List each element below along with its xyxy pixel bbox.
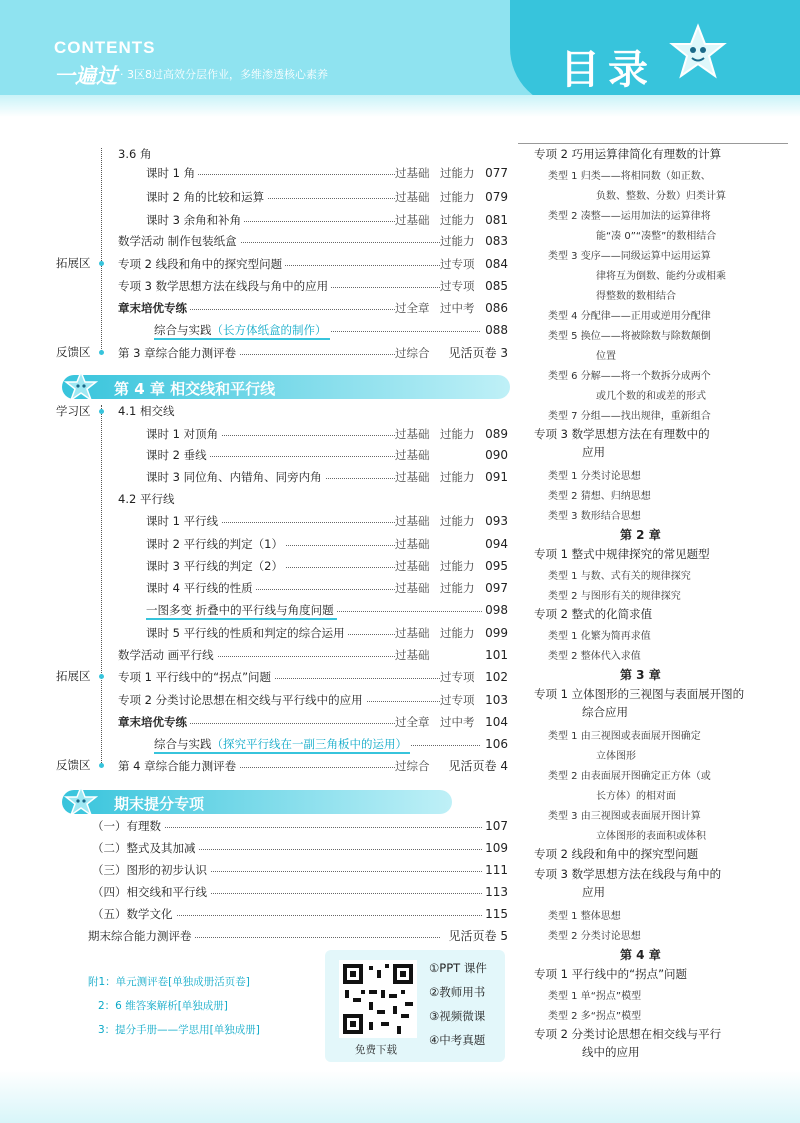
entry-title: 专项 2 分类讨论思想在相交线与平行线中的应用 [118, 692, 366, 708]
qr-item: ③视频微课 [429, 1009, 486, 1023]
entry-tag: 过基础 [395, 537, 430, 551]
zone-dot [99, 350, 104, 355]
page-number: 091 [485, 470, 508, 484]
toc-entry[interactable] [118, 278, 508, 294]
toc-entry[interactable] [92, 884, 508, 900]
appendix-item: 2：6 维答案解析[单独成册] [98, 1000, 228, 1012]
right-entry[interactable]: 专项 3 数学思想方法在线段与角中的 [534, 867, 722, 881]
brand-slogan: · 3区8过高效分层作业，多维渗透核心素养 [120, 68, 328, 81]
right-subentry[interactable]: 类型 2 多“拐点”模型 [548, 1011, 642, 1022]
entry-tag: 过综合 [395, 759, 430, 773]
zone-dot [99, 261, 104, 266]
page-number: 095 [485, 559, 508, 573]
right-subentry-cont: 律将互为倒数、能约分或相乘 [596, 271, 726, 282]
entry-title: 课时 1 平行线 [146, 513, 221, 529]
entry-tag: 过基础 [395, 648, 430, 662]
entry-title: 课时 2 角的比较和运算 [146, 189, 267, 205]
qr-caption: 免费下载 [355, 1044, 397, 1056]
zone-label: 拓展区 [56, 256, 91, 270]
toc-entry[interactable] [92, 818, 508, 834]
page-number: 106 [485, 737, 508, 751]
section-title: 4.2 平行线 [118, 492, 175, 506]
entry-title: 课时 3 余角和补角 [146, 212, 244, 228]
entry-title: 一图多变 折叠中的平行线与角度问题 [146, 602, 337, 620]
entry-tag: 过能力 [440, 559, 475, 573]
right-entry[interactable]: 专项 1 立体图形的三视图与表面展开图的 [534, 687, 745, 701]
right-subentry[interactable]: 类型 1 分类讨论思想 [548, 471, 641, 482]
toc-entry[interactable] [146, 165, 508, 181]
page-number: 103 [485, 693, 508, 707]
entry-title: 第 4 章综合能力测评卷 [118, 758, 239, 774]
page-number: 101 [485, 648, 508, 662]
entry-title: 课时 3 平行线的判定（2） [146, 558, 286, 574]
right-subentry-cont: 能“凑 0”“凑整”的数相结合 [596, 231, 717, 242]
section-title: 4.1 相交线 [118, 404, 175, 418]
entry-title: 专项 2 线段和角中的探究型问题 [118, 256, 285, 272]
right-subentry[interactable]: 类型 2 由表面展开图确定正方体（或 [548, 771, 711, 782]
right-entry-cont: 综合应用 [582, 705, 628, 719]
right-subentry[interactable]: 类型 2 凑整——运用加法的运算律将 [548, 211, 711, 222]
entry-title: 章末培优专练 [118, 714, 190, 730]
toc-entry[interactable] [146, 625, 508, 641]
entry-tag: 过基础 [395, 559, 430, 573]
page-number: 见活页卷 3 [448, 346, 508, 360]
toc-entry[interactable] [146, 536, 508, 552]
entry-tag: 过基础 [395, 626, 430, 640]
entry-title: （三）图形的初步认识 [92, 862, 210, 878]
entry-title [154, 322, 330, 340]
entry-title: 期末综合能力测评卷 [88, 928, 195, 944]
right-subentry[interactable]: 类型 2 整体代入求值 [548, 651, 641, 662]
entry-title: 第 3 章综合能力测评卷 [118, 345, 239, 361]
toc-entry[interactable] [146, 580, 508, 596]
page-number: 077 [485, 166, 508, 180]
page-number: 079 [485, 190, 508, 204]
chapter-title: 第 4 章 相交线和平行线 [114, 380, 276, 398]
right-subentry-cont: 长方体）的相对面 [596, 791, 676, 802]
entry-title [154, 736, 410, 754]
page-number: 089 [485, 427, 508, 441]
entry-tag: 过基础 [395, 213, 430, 227]
toc-entry[interactable] [146, 447, 508, 463]
section-title: 3.6 角 [118, 147, 152, 161]
page-number: 115 [485, 907, 508, 921]
page-number: 111 [485, 863, 508, 877]
right-subentry-cont: 立体图形的表面积或体积 [596, 831, 706, 842]
zone-dot [99, 409, 104, 414]
entry-tag: 过专项 [440, 279, 475, 293]
entry-tag: 过综合 [395, 346, 430, 360]
appendix-item: 3：提分手册——学思用[单独成册] [98, 1024, 260, 1036]
entry-tag: 过中考 [440, 301, 475, 315]
zone-dot [99, 763, 104, 768]
toc-entry[interactable] [146, 426, 508, 442]
entry-tag: 过基础 [395, 470, 430, 484]
entry-tag: 过专项 [440, 670, 475, 684]
entry-title: 课时 4 平行线的性质 [146, 580, 256, 596]
entry-title: 课时 3 同位角、内错角、同旁内角 [146, 469, 325, 485]
entry-tag: 过基础 [395, 166, 430, 180]
page-number: 099 [485, 626, 508, 640]
toc-entry[interactable] [92, 862, 508, 878]
page-number: 094 [485, 537, 508, 551]
toc-entry[interactable] [118, 714, 508, 730]
right-subentry[interactable]: 类型 7 分组——找出规律，重新组合 [548, 411, 711, 422]
toc-entry[interactable] [118, 692, 508, 708]
page-number: 102 [485, 670, 508, 684]
toc-entry[interactable] [146, 602, 508, 618]
right-subentry[interactable]: 类型 4 分配律——正用或逆用分配律 [548, 311, 711, 322]
page-number: 109 [485, 841, 508, 855]
practice-label: 综合与实践 [154, 737, 212, 751]
entry-title: 课时 5 平行线的性质和判定的综合运用 [146, 625, 348, 641]
page-number: 107 [485, 819, 508, 833]
right-subentry[interactable]: 类型 2 猜想、归纳思想 [548, 491, 651, 502]
appendix-item: 附1：单元测评卷[单独成册活页卷] [88, 976, 250, 988]
practice-topic: （探究平行线在一副三角板中的运用） [211, 737, 407, 751]
right-subentry[interactable]: 类型 3 变序——同级运算中运用运算 [548, 251, 711, 262]
right-subentry[interactable]: 类型 1 由三视图或表面展开图确定 [548, 731, 701, 742]
right-subentry[interactable]: 类型 1 归类——将相同数（如正数、 [548, 171, 711, 182]
entry-title: （五）数学文化 [92, 906, 176, 922]
right-subentry[interactable]: 类型 1 化繁为简再求值 [548, 631, 651, 642]
entry-title: 章末培优专练 [118, 300, 190, 316]
entry-title: 课时 2 平行线的判定（1） [146, 536, 286, 552]
right-subentry[interactable]: 类型 2 与图形有关的规律探究 [548, 591, 681, 602]
entry-tag: 过基础 [395, 514, 430, 528]
toc-entry[interactable] [146, 212, 508, 228]
entry-tag: 过能力 [440, 234, 475, 248]
zone-label: 拓展区 [56, 669, 91, 683]
practice-label: 综合与实践 [154, 323, 212, 337]
qr-item: ①PPT 课件 [429, 961, 487, 975]
page-number: 113 [485, 885, 508, 899]
toc-entry[interactable] [118, 345, 508, 361]
entry-tag: 过能力 [440, 213, 475, 227]
right-subentry[interactable]: 类型 3 由三视图或表面展开图计算 [548, 811, 701, 822]
right-subentry[interactable]: 类型 5 换位——将被除数与除数颠倒 [548, 331, 711, 342]
zone-label: 反馈区 [56, 345, 91, 359]
right-subentry[interactable]: 类型 1 单“拐点”模型 [548, 991, 642, 1002]
right-entry[interactable]: 专项 1 整式中规律探究的常见题型 [534, 547, 710, 561]
toc-entry[interactable] [88, 928, 508, 944]
page-number: 083 [485, 234, 508, 248]
toc-entry[interactable] [92, 906, 508, 922]
entry-title: 课时 1 角 [146, 165, 198, 181]
entry-tag: 过能力 [440, 626, 475, 640]
page-number: 098 [485, 603, 508, 617]
right-subentry[interactable]: 类型 1 与数、式有关的规律探究 [548, 571, 691, 582]
right-subentry[interactable]: 类型 2 分类讨论思想 [548, 931, 641, 942]
qr-code-icon[interactable] [339, 960, 417, 1038]
entry-tag: 过专项 [440, 257, 475, 271]
star-mascot-icon [64, 786, 98, 816]
right-subentry-cont: 负数、整数、分数）归类计算 [596, 191, 726, 202]
qr-item: ②教师用书 [429, 985, 486, 999]
right-entry[interactable]: 专项 3 数学思想方法在有理数中的 [534, 427, 710, 441]
right-subentry[interactable]: 类型 1 整体思想 [548, 911, 621, 922]
chapter-banner [62, 375, 510, 399]
entry-tag: 过基础 [395, 581, 430, 595]
entry-tag: 过专项 [440, 693, 475, 707]
page-title: 目录 [560, 47, 656, 93]
right-chapter-heading: 第 4 章 [620, 948, 661, 962]
right-entry[interactable]: 专项 2 线段和角中的探究型问题 [534, 847, 699, 861]
page-number: 085 [485, 279, 508, 293]
zone-line [101, 405, 102, 767]
toc-entry[interactable] [154, 322, 508, 338]
entry-tag: 过能力 [440, 427, 475, 441]
toc-entry[interactable] [118, 233, 508, 249]
right-subentry-cont: 得整数的数相结合 [596, 291, 676, 302]
chapter-banner [62, 790, 452, 814]
entry-title: 专项 3 数学思想方法在线段与角中的应用 [118, 278, 331, 294]
zone-dot [99, 674, 104, 679]
entry-tag: 过基础 [395, 427, 430, 441]
toc-entry[interactable] [146, 513, 508, 529]
entry-title: 数学活动 画平行线 [118, 647, 217, 663]
page-number: 见活页卷 4 [448, 759, 508, 773]
right-chapter-heading: 第 2 章 [620, 528, 661, 542]
entry-title: 课时 1 对顶角 [146, 426, 221, 442]
star-mascot-icon [64, 371, 98, 401]
zone-label: 学习区 [56, 404, 91, 418]
page-number: 081 [485, 213, 508, 227]
toc-entry[interactable] [154, 736, 508, 752]
right-entry-cont: 应用 [582, 885, 605, 899]
page-number: 见活页卷 5 [448, 929, 508, 943]
right-entry[interactable]: 专项 2 分类讨论思想在相交线与平行 [534, 1027, 722, 1041]
page-number: 093 [485, 514, 508, 528]
right-entry[interactable]: 专项 1 平行线中的“拐点”问题 [534, 967, 688, 981]
toc-entry[interactable] [118, 758, 508, 774]
entry-tag: 过能力 [440, 581, 475, 595]
toc-entry[interactable] [146, 558, 508, 574]
zone-label: 反馈区 [56, 758, 91, 772]
entry-tag: 过能力 [440, 514, 475, 528]
right-subentry-cont: 位置 [596, 351, 616, 362]
page-number: 086 [485, 301, 508, 315]
page-number: 097 [485, 581, 508, 595]
entry-tag: 过能力 [440, 470, 475, 484]
right-subentry[interactable]: 类型 6 分解——将一个数拆分成两个 [548, 371, 711, 382]
page-number: 088 [485, 323, 508, 337]
page-number: 104 [485, 715, 508, 729]
qr-download-box [325, 950, 505, 1062]
entry-title: 课时 2 垂线 [146, 447, 210, 463]
toc-entry[interactable] [146, 189, 508, 205]
entry-tag: 过全章 [395, 715, 430, 729]
entry-title: 数学活动 制作包装纸盒 [118, 233, 240, 249]
zone-line [101, 148, 102, 353]
toc-entry[interactable] [118, 300, 508, 316]
entry-tag: 过中考 [440, 715, 475, 729]
right-subentry-cont: 或几个数的和或差的形式 [596, 391, 706, 402]
toc-entry[interactable] [146, 469, 508, 485]
bottom-decoration [0, 1070, 800, 1123]
contents-label: CONTENTS [54, 38, 156, 57]
entry-tag: 过基础 [395, 190, 430, 204]
entry-title: 专项 1 平行线中的“拐点”问题 [118, 669, 274, 685]
right-top-rule [518, 143, 788, 144]
right-chapter-heading: 第 3 章 [620, 668, 661, 682]
right-entry-cont: 应用 [582, 445, 605, 459]
right-subentry-cont: 立体图形 [596, 751, 636, 762]
right-entry[interactable]: 专项 2 整式的化简求值 [534, 607, 653, 621]
entry-title: （一）有理数 [92, 818, 164, 834]
entry-title: （二）整式及其加减 [92, 840, 199, 856]
qr-item: ④中考真题 [429, 1033, 486, 1047]
toc-entry[interactable] [118, 647, 508, 663]
entry-title: （四）相交线和平行线 [92, 884, 210, 900]
chapter-title: 期末提分专项 [114, 795, 205, 813]
toc-entry[interactable] [92, 840, 508, 856]
entry-tag: 过能力 [440, 166, 475, 180]
practice-topic: （长方体纸盒的制作） [211, 323, 327, 337]
page-number: 084 [485, 257, 508, 271]
right-subentry[interactable]: 类型 3 数形结合思想 [548, 511, 641, 522]
entry-tag: 过全章 [395, 301, 430, 315]
brand-logo: 一遍过 [54, 64, 117, 88]
right-entry[interactable]: 专项 2 巧用运算律简化有理数的计算 [534, 147, 722, 161]
page-number: 090 [485, 448, 508, 462]
right-entry-cont: 线中的应用 [582, 1045, 640, 1059]
entry-tag: 过能力 [440, 190, 475, 204]
toc-entry[interactable] [118, 256, 508, 272]
entry-tag: 过基础 [395, 448, 430, 462]
toc-entry[interactable] [118, 669, 508, 685]
